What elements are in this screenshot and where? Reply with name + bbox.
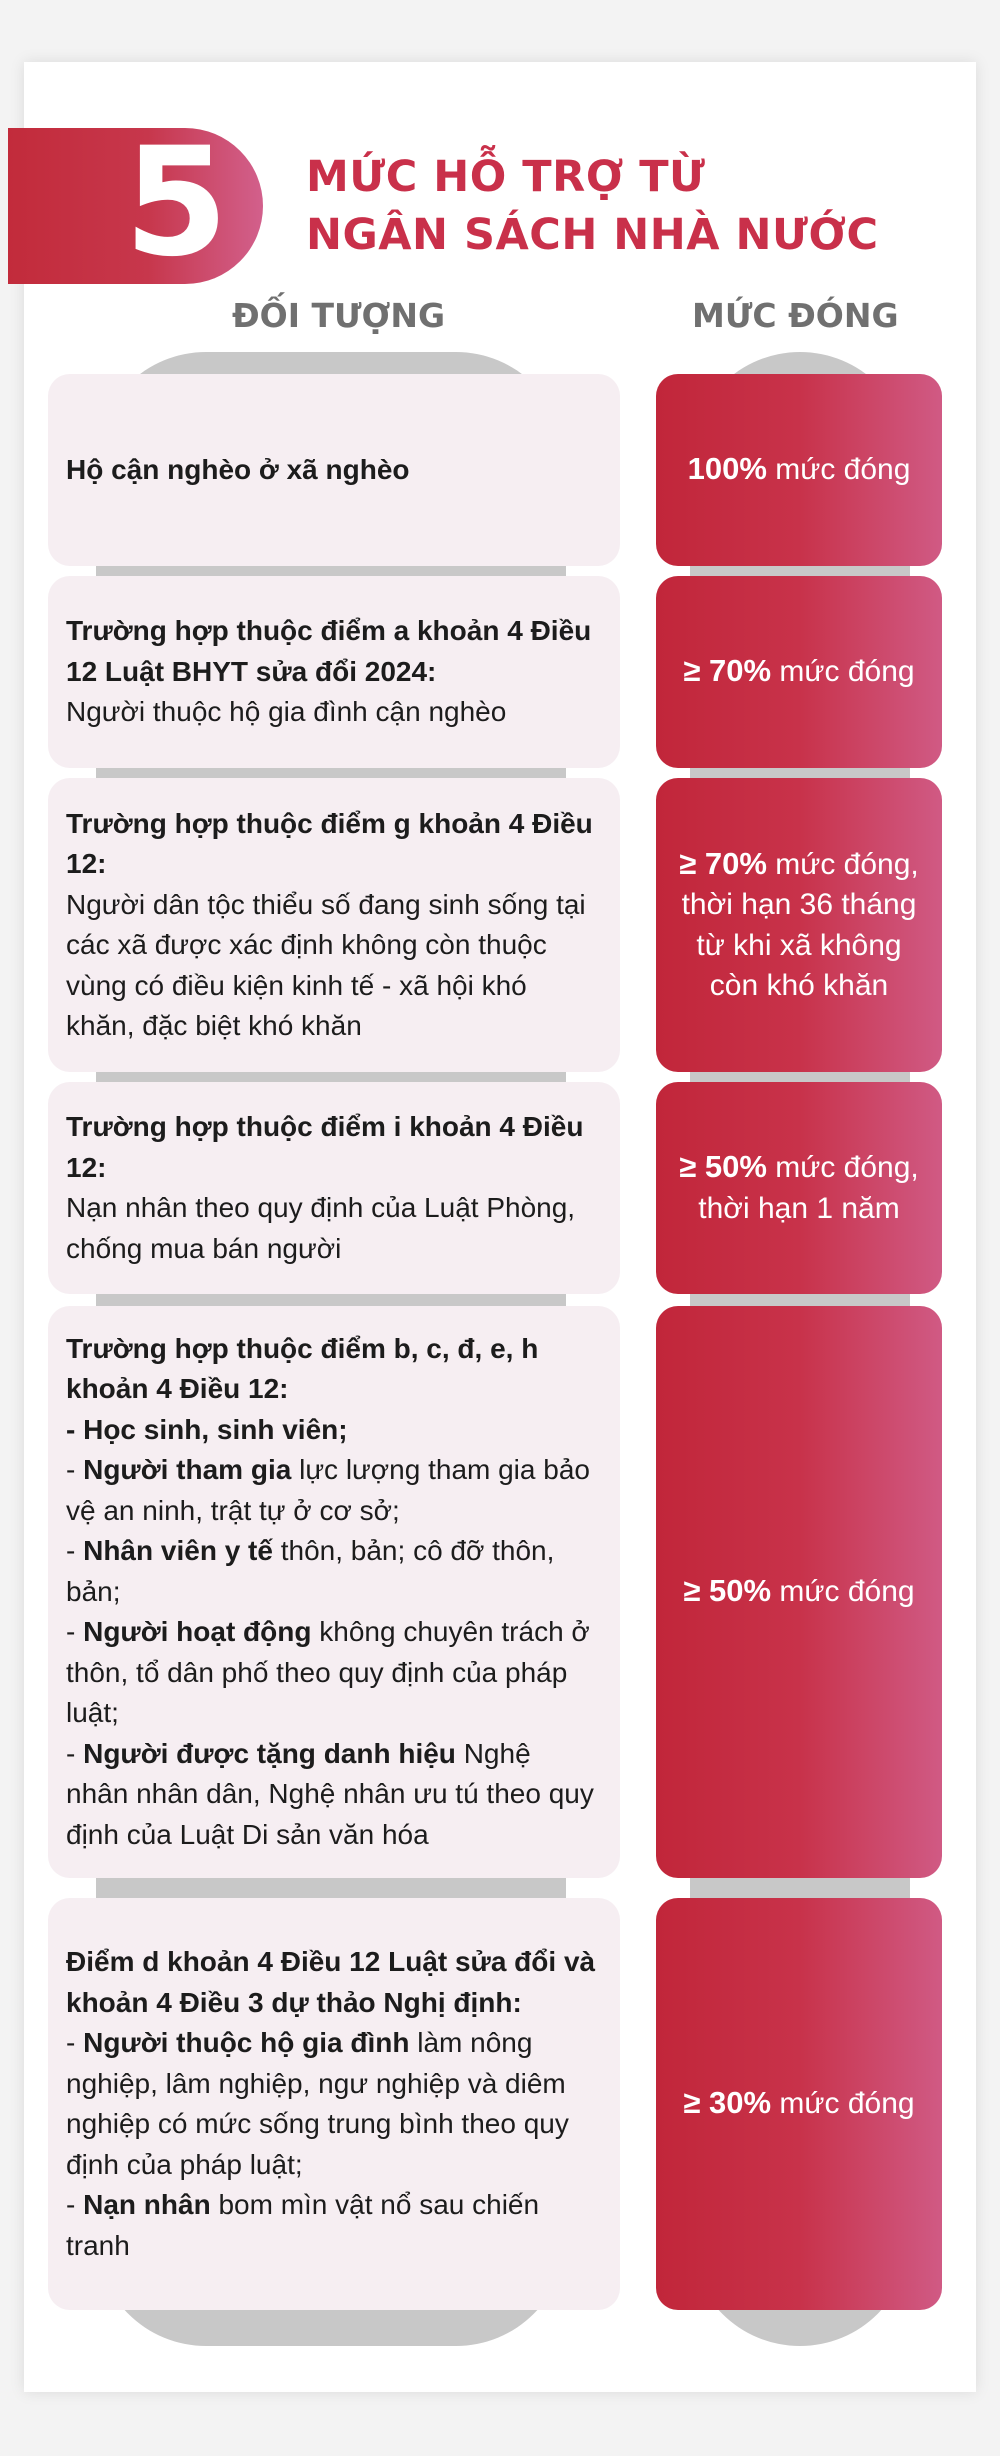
- list-item-bold: Nạn nhân: [83, 2189, 211, 2220]
- section-title-line-1: MỨC HỖ TRỢ TỪ: [306, 152, 706, 202]
- list-item-text: thôn, bản; cô đỡ thôn, bản;: [66, 1535, 555, 1607]
- column-header-contribution: MỨC ĐÓNG: [692, 296, 899, 335]
- subject-heading: Điểm d khoản 4 Điều 12 Luật sửa đổi và khoản 4 Điều 3 dự thảo Nghị định:: [66, 1946, 596, 2018]
- subject-row: [48, 1082, 620, 1294]
- contribution-percent: ≥ 30%: [683, 2085, 772, 2121]
- list-item-bold: Nhân viên y tế: [83, 1535, 273, 1567]
- subject-heading: Trường hợp thuộc điểm g khoản 4 Điều 12:: [66, 807, 593, 879]
- section-title: [306, 148, 879, 264]
- contribution-note: mức đóng: [771, 1575, 915, 1609]
- list-item-text: không chuyên trách ở thôn, tổ dân phố theo quy định của pháp luật;: [66, 1616, 590, 1729]
- list-item-text: làm nông nghiệp, lâm nghiệp, ngư nghiệp và diêm nghiệp có mức sống trung bình theo quy định của pháp luật;: [66, 2027, 569, 2180]
- contribution-note: mức đóng: [771, 2087, 915, 2121]
- contribution-note: mức đóng: [766, 453, 911, 487]
- contribution-percent: ≥ 50%: [679, 1149, 767, 1184]
- contribution-note: mức đóng: [771, 655, 915, 689]
- list-item-bold: Người hoạt động: [83, 1616, 312, 1648]
- subject-row: Điểm d khoản 4 Điều 12 Luật sửa đổi và khoản 4 Điều 3 dự thảo Nghị định: - Người thuộc hộ gia đình làm nông nghiệp, lâm nghiệp, ngư nghiệp và diêm nghiệp có mức sống trung bình theo quy định của pháp luật; - Nạn nhân bom mìn vật nổ sau chiến tranh: [48, 1898, 620, 2310]
- subject-row: Trường hợp thuộc điểm b, c, đ, e, h khoản 4 Điều 12: - Học sinh, sinh viên; - Người tham gia lực lượng tham gia bảo vệ an ninh, trật tự ở cơ sở; - Nhân viên y tế thôn, bản; cô đỡ thôn, bản; - Người hoạt động không chuyên trách ở thôn, tổ dân phố theo quy định của pháp luật; - Người được tặng danh hiệu Nghệ nhân nhân dân, Nghệ nhân ưu tú theo quy định của Luật Di sản văn hóa: [48, 1306, 620, 1878]
- subject-row: [48, 374, 620, 566]
- list-item-bold: - Học sinh, sinh viên;: [66, 1413, 348, 1445]
- contribution-level: [656, 374, 942, 566]
- list-item-bold: Người tham gia: [83, 1454, 292, 1486]
- subject-heading: Trường hợp thuộc điểm a khoản 4 Điều 12 Luật BHYT sửa đổi 2024:: [66, 615, 592, 687]
- list-item-text: bom mìn vật nổ sau chiến tranh: [66, 2189, 540, 2261]
- list-item-bold: Người thuộc hộ gia đình: [83, 2027, 410, 2058]
- subject-heading: Hộ cận nghèo ở xã nghèo: [66, 453, 410, 485]
- contribution-level: [656, 1306, 942, 1878]
- list-item-text: lực lượng tham gia bảo vệ an ninh, trật tự ở cơ sở;: [66, 1454, 590, 1526]
- subject-row: [48, 778, 620, 1072]
- list-item-bold: Người được tặng danh hiệu: [83, 1737, 456, 1769]
- section-number: 5: [124, 116, 229, 290]
- subject-row: [48, 576, 620, 768]
- contribution-level: [656, 576, 942, 768]
- contribution-note: mức đóng, thời hạn 1 năm: [698, 1151, 919, 1225]
- section-title-line-2: NGÂN SÁCH NHÀ NƯỚC: [306, 210, 879, 260]
- contribution-percent: ≥ 70%: [679, 845, 767, 881]
- subject-detail: Người dân tộc thiểu số đang sinh sống tại các xã được xác định không còn thuộc vùng có điều kiện kinh tế - xã hội khó khăn, đặc biệt khó khăn: [66, 888, 586, 1041]
- contribution-percent: ≥ 50%: [683, 1573, 772, 1609]
- subject-detail: Người thuộc hộ gia đình cận nghèo: [66, 696, 507, 728]
- contribution-level: [656, 1898, 942, 2310]
- contribution-percent: 100%: [687, 451, 767, 487]
- subject-heading: Trường hợp thuộc điểm b, c, đ, e, h khoản 4 Điều 12:: [66, 1332, 539, 1405]
- contribution-percent: ≥ 70%: [683, 653, 772, 689]
- contribution-level: [656, 1082, 942, 1294]
- column-header-subjects: ĐỐI TƯỢNG: [232, 296, 446, 335]
- list-item-text: Nghệ nhân nhân dân, Nghệ nhân ưu tú theo quy định của Luật Di sản văn hóa: [66, 1737, 594, 1850]
- contribution-note: mức đóng, thời hạn 36 tháng từ khi xã không còn khó khăn: [681, 847, 919, 1002]
- subject-heading: Trường hợp thuộc điểm i khoản 4 Điều 12:: [66, 1111, 584, 1183]
- contribution-level: [656, 778, 942, 1072]
- subject-detail: Nạn nhân theo quy định của Luật Phòng, chống mua bán người: [66, 1192, 576, 1264]
